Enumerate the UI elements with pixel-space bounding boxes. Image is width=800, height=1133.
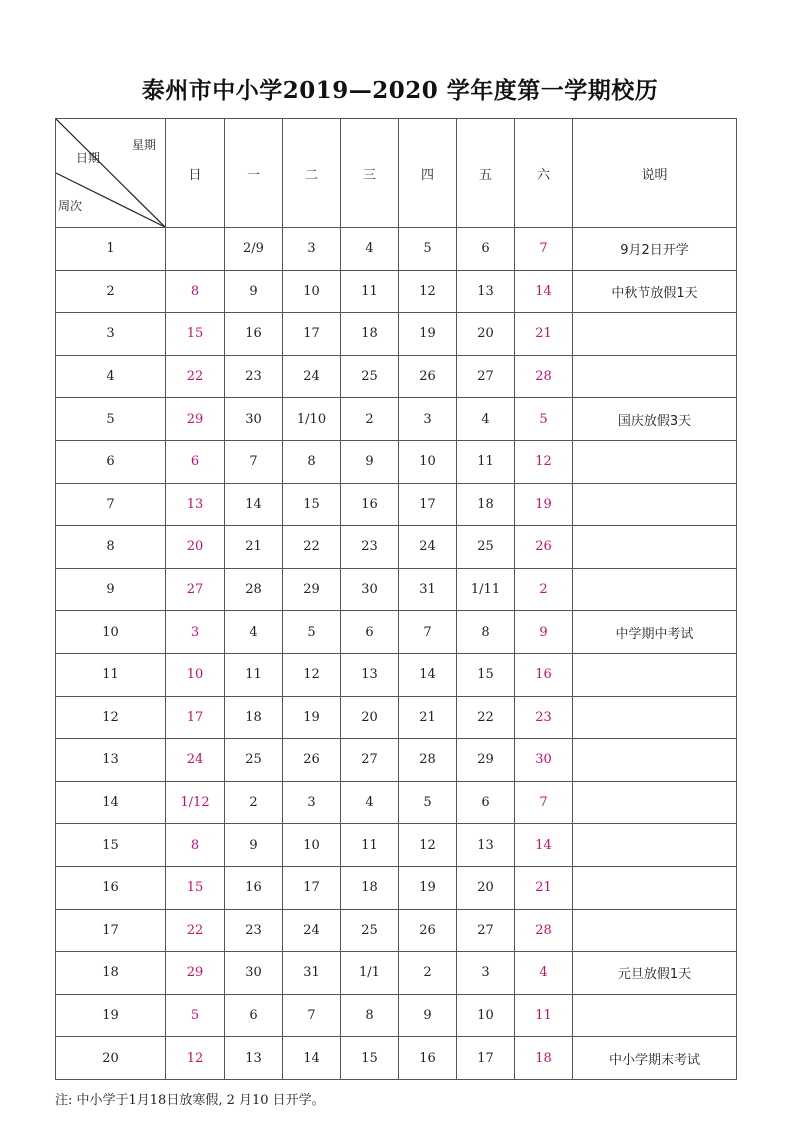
table-row <box>56 526 737 569</box>
date-cell-thu: 3 <box>399 398 457 441</box>
footnote: 注: 中小学于1月18日放寒假, 2 月10 日开学。 <box>55 1093 325 1108</box>
date-cell-sun: 29 <box>166 398 225 441</box>
week-number-cell: 6 <box>56 440 166 483</box>
date-cell-wed: 23 <box>341 526 399 569</box>
note-cell: 中学期中考试 <box>573 611 737 654</box>
date-cell-fri: 13 <box>457 824 515 867</box>
table-row <box>56 611 737 654</box>
table-row <box>56 1037 737 1080</box>
week-number-cell: 12 <box>56 696 166 739</box>
week-number-cell: 14 <box>56 781 166 824</box>
date-cell-thu: 12 <box>399 270 457 313</box>
date-cell-fri: 25 <box>457 526 515 569</box>
date-cell-mon: 25 <box>225 739 283 782</box>
date-cell-sat: 21 <box>515 866 573 909</box>
note-cell <box>573 653 737 696</box>
week-number-cell: 3 <box>56 313 166 356</box>
date-cell-wed: 25 <box>341 909 399 952</box>
date-cell-thu: 10 <box>399 440 457 483</box>
table-row <box>56 866 737 909</box>
table-row <box>56 994 737 1037</box>
table-header-row <box>56 119 737 228</box>
date-cell-thu: 17 <box>399 483 457 526</box>
date-cell-tue: 31 <box>283 952 341 995</box>
date-cell-sat: 28 <box>515 355 573 398</box>
date-cell-fri: 4 <box>457 398 515 441</box>
date-cell-sat: 30 <box>515 739 573 782</box>
date-cell-wed: 30 <box>341 568 399 611</box>
corner-header-cell <box>56 119 166 228</box>
date-cell-tue: 10 <box>283 824 341 867</box>
date-cell-thu: 5 <box>399 228 457 271</box>
date-cell-sat: 18 <box>515 1037 573 1080</box>
note-cell <box>573 313 737 356</box>
week-number-cell: 11 <box>56 653 166 696</box>
date-cell-sun: 20 <box>166 526 225 569</box>
date-cell-sat: 11 <box>515 994 573 1037</box>
table-row <box>56 483 737 526</box>
date-cell-tue: 22 <box>283 526 341 569</box>
date-cell-sun: 22 <box>166 909 225 952</box>
week-number-cell: 4 <box>56 355 166 398</box>
date-cell-mon: 23 <box>225 909 283 952</box>
header-day-sun: 日 <box>166 119 225 228</box>
date-cell-thu: 26 <box>399 909 457 952</box>
table-row <box>56 739 737 782</box>
date-cell-sun: 13 <box>166 483 225 526</box>
date-cell-wed: 18 <box>341 313 399 356</box>
date-cell-mon: 23 <box>225 355 283 398</box>
date-cell-sat: 12 <box>515 440 573 483</box>
date-cell-wed: 9 <box>341 440 399 483</box>
date-cell-sat: 26 <box>515 526 573 569</box>
date-cell-sat: 14 <box>515 270 573 313</box>
corner-zhou-label: 周次 <box>58 199 83 213</box>
date-cell-sun: 15 <box>166 866 225 909</box>
date-cell-wed: 18 <box>341 866 399 909</box>
date-cell-wed: 27 <box>341 739 399 782</box>
table-row <box>56 355 737 398</box>
table-row <box>56 440 737 483</box>
date-cell-fri: 20 <box>457 866 515 909</box>
header-day-thu: 四 <box>399 119 457 228</box>
week-number-cell: 9 <box>56 568 166 611</box>
date-cell-fri: 27 <box>457 355 515 398</box>
date-cell-tue: 10 <box>283 270 341 313</box>
date-cell-fri: 11 <box>457 440 515 483</box>
date-cell-mon: 6 <box>225 994 283 1037</box>
week-number-cell: 18 <box>56 952 166 995</box>
date-cell-fri: 20 <box>457 313 515 356</box>
note-cell <box>573 739 737 782</box>
date-cell-sun: 10 <box>166 653 225 696</box>
date-cell-tue: 24 <box>283 355 341 398</box>
date-cell-sat: 23 <box>515 696 573 739</box>
date-cell-mon: 30 <box>225 952 283 995</box>
table-row <box>56 909 737 952</box>
date-cell-wed: 8 <box>341 994 399 1037</box>
week-number-cell: 10 <box>56 611 166 654</box>
date-cell-tue: 3 <box>283 228 341 271</box>
note-cell <box>573 781 737 824</box>
note-cell: 国庆放假3天 <box>573 398 737 441</box>
week-number-cell: 13 <box>56 739 166 782</box>
week-number-cell: 16 <box>56 866 166 909</box>
page-title: 泰州市中小学2019—2020 学年度第一学期校历 <box>141 77 659 104</box>
date-cell-sun: 12 <box>166 1037 225 1080</box>
date-cell-mon: 14 <box>225 483 283 526</box>
table-row <box>56 653 737 696</box>
week-number-cell: 2 <box>56 270 166 313</box>
date-cell-mon: 28 <box>225 568 283 611</box>
week-number-cell: 7 <box>56 483 166 526</box>
table-row <box>56 270 737 313</box>
date-cell-thu: 16 <box>399 1037 457 1080</box>
date-cell-fri: 13 <box>457 270 515 313</box>
date-cell-sat: 28 <box>515 909 573 952</box>
date-cell-thu: 7 <box>399 611 457 654</box>
date-cell-sat: 2 <box>515 568 573 611</box>
date-cell-tue: 15 <box>283 483 341 526</box>
date-cell-wed: 15 <box>341 1037 399 1080</box>
date-cell-fri: 27 <box>457 909 515 952</box>
date-cell-mon: 11 <box>225 653 283 696</box>
date-cell-sun: 29 <box>166 952 225 995</box>
date-cell-thu: 24 <box>399 526 457 569</box>
week-number-cell: 20 <box>56 1037 166 1080</box>
date-cell-wed: 13 <box>341 653 399 696</box>
date-cell-tue: 17 <box>283 866 341 909</box>
date-cell-thu: 12 <box>399 824 457 867</box>
date-cell-sat: 19 <box>515 483 573 526</box>
date-cell-mon: 2/9 <box>225 228 283 271</box>
date-cell-mon: 13 <box>225 1037 283 1080</box>
date-cell-sun: 1/12 <box>166 781 225 824</box>
date-cell-sun: 27 <box>166 568 225 611</box>
date-cell-sun: 8 <box>166 270 225 313</box>
date-cell-tue: 1/10 <box>283 398 341 441</box>
header-day-sat: 六 <box>515 119 573 228</box>
date-cell-thu: 28 <box>399 739 457 782</box>
date-cell-sun: 3 <box>166 611 225 654</box>
date-cell-tue: 5 <box>283 611 341 654</box>
date-cell-tue: 17 <box>283 313 341 356</box>
week-number-cell: 8 <box>56 526 166 569</box>
date-cell-wed: 16 <box>341 483 399 526</box>
date-cell-fri: 3 <box>457 952 515 995</box>
date-cell-sun: 24 <box>166 739 225 782</box>
date-cell-mon: 4 <box>225 611 283 654</box>
date-cell-tue: 29 <box>283 568 341 611</box>
date-cell-mon: 9 <box>225 270 283 313</box>
note-cell: 9月2日开学 <box>573 228 737 271</box>
date-cell-fri: 15 <box>457 653 515 696</box>
date-cell-thu: 19 <box>399 313 457 356</box>
week-number-cell: 5 <box>56 398 166 441</box>
date-cell-sat: 7 <box>515 781 573 824</box>
date-cell-wed: 25 <box>341 355 399 398</box>
date-cell-sun: 22 <box>166 355 225 398</box>
note-cell: 中小学期末考试 <box>573 1037 737 1080</box>
note-cell <box>573 440 737 483</box>
date-cell-thu: 31 <box>399 568 457 611</box>
date-cell-thu: 5 <box>399 781 457 824</box>
note-cell: 元旦放假1天 <box>573 952 737 995</box>
header-day-mon: 一 <box>225 119 283 228</box>
school-calendar-table <box>55 118 737 1080</box>
header-day-wed: 三 <box>341 119 399 228</box>
week-number-cell: 1 <box>56 228 166 271</box>
date-cell-thu: 19 <box>399 866 457 909</box>
date-cell-fri: 6 <box>457 781 515 824</box>
date-cell-fri: 6 <box>457 228 515 271</box>
note-cell <box>573 355 737 398</box>
date-cell-wed: 6 <box>341 611 399 654</box>
date-cell-sat: 4 <box>515 952 573 995</box>
date-cell-sun <box>166 228 225 271</box>
date-cell-sat: 9 <box>515 611 573 654</box>
table-row <box>56 228 737 271</box>
date-cell-wed: 1/1 <box>341 952 399 995</box>
table-row <box>56 313 737 356</box>
table-row <box>56 398 737 441</box>
date-cell-tue: 7 <box>283 994 341 1037</box>
corner-week-label: 星期 <box>132 138 157 152</box>
date-cell-mon: 2 <box>225 781 283 824</box>
note-cell: 中秋节放假1天 <box>573 270 737 313</box>
note-cell <box>573 526 737 569</box>
date-cell-wed: 11 <box>341 824 399 867</box>
header-note: 说明 <box>573 119 737 228</box>
note-cell <box>573 824 737 867</box>
date-cell-wed: 2 <box>341 398 399 441</box>
table-row <box>56 952 737 995</box>
date-cell-fri: 29 <box>457 739 515 782</box>
date-cell-fri: 10 <box>457 994 515 1037</box>
date-cell-mon: 18 <box>225 696 283 739</box>
table-row <box>56 696 737 739</box>
week-number-cell: 17 <box>56 909 166 952</box>
date-cell-tue: 12 <box>283 653 341 696</box>
date-cell-thu: 2 <box>399 952 457 995</box>
note-cell <box>573 696 737 739</box>
date-cell-fri: 22 <box>457 696 515 739</box>
date-cell-sat: 21 <box>515 313 573 356</box>
date-cell-thu: 26 <box>399 355 457 398</box>
date-cell-sun: 6 <box>166 440 225 483</box>
date-cell-mon: 16 <box>225 866 283 909</box>
date-cell-wed: 11 <box>341 270 399 313</box>
note-cell <box>573 568 737 611</box>
date-cell-wed: 20 <box>341 696 399 739</box>
date-cell-mon: 30 <box>225 398 283 441</box>
header-day-fri: 五 <box>457 119 515 228</box>
date-cell-fri: 8 <box>457 611 515 654</box>
date-cell-fri: 18 <box>457 483 515 526</box>
date-cell-sun: 5 <box>166 994 225 1037</box>
date-cell-tue: 26 <box>283 739 341 782</box>
date-cell-tue: 24 <box>283 909 341 952</box>
table-row <box>56 568 737 611</box>
date-cell-sun: 8 <box>166 824 225 867</box>
date-cell-sat: 14 <box>515 824 573 867</box>
date-cell-mon: 9 <box>225 824 283 867</box>
week-number-cell: 15 <box>56 824 166 867</box>
date-cell-tue: 14 <box>283 1037 341 1080</box>
date-cell-mon: 21 <box>225 526 283 569</box>
week-number-cell: 19 <box>56 994 166 1037</box>
date-cell-fri: 1/11 <box>457 568 515 611</box>
date-cell-thu: 9 <box>399 994 457 1037</box>
date-cell-tue: 19 <box>283 696 341 739</box>
corner-date-label: 日期 <box>76 151 101 165</box>
date-cell-sun: 15 <box>166 313 225 356</box>
date-cell-fri: 17 <box>457 1037 515 1080</box>
date-cell-mon: 7 <box>225 440 283 483</box>
table-row <box>56 824 737 867</box>
note-cell <box>573 866 737 909</box>
date-cell-sat: 5 <box>515 398 573 441</box>
date-cell-sun: 17 <box>166 696 225 739</box>
date-cell-tue: 8 <box>283 440 341 483</box>
note-cell <box>573 994 737 1037</box>
date-cell-thu: 21 <box>399 696 457 739</box>
note-cell <box>573 483 737 526</box>
date-cell-thu: 14 <box>399 653 457 696</box>
date-cell-wed: 4 <box>341 781 399 824</box>
header-day-tue: 二 <box>283 119 341 228</box>
date-cell-mon: 16 <box>225 313 283 356</box>
date-cell-tue: 3 <box>283 781 341 824</box>
table-row <box>56 781 737 824</box>
date-cell-sat: 7 <box>515 228 573 271</box>
date-cell-wed: 4 <box>341 228 399 271</box>
note-cell <box>573 909 737 952</box>
date-cell-sat: 16 <box>515 653 573 696</box>
